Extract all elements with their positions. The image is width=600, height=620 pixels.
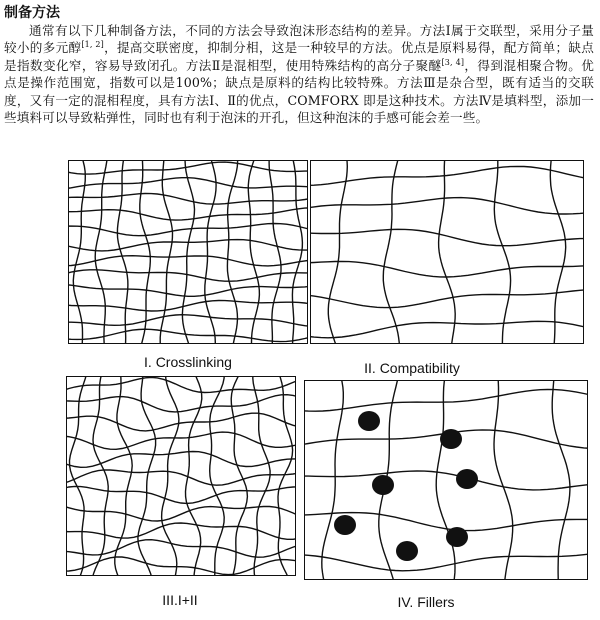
network-chain-horizontal <box>67 470 295 485</box>
caption-crosslinking: I. Crosslinking <box>144 354 232 370</box>
filler-particle <box>396 541 418 561</box>
network-chain-horizontal <box>69 194 307 205</box>
network-chain-horizontal <box>305 471 587 490</box>
paragraph-text-2: ，提高交联密度，抑制分相，这是一种较早的方法。优点是原料易得，配方简单；缺点是指数变化窄，容易导致闭孔。方法Ⅱ是混相型，使用特殊结构的高分子聚醚 <box>4 40 594 73</box>
filler-particle <box>456 469 478 489</box>
section-heading: 制备方法 <box>4 5 60 21</box>
network-chain-horizontal <box>69 224 307 236</box>
network-chain-vertical <box>117 161 128 343</box>
panel-hybrid <box>66 376 296 576</box>
network-chain-horizontal <box>305 554 587 571</box>
network-chain-horizontal <box>67 413 295 431</box>
hybrid-network-diagram <box>67 377 295 575</box>
panel-crosslinking <box>68 160 308 344</box>
network-chain-horizontal <box>67 377 295 392</box>
network-chain-vertical <box>494 381 513 579</box>
network-chain-vertical <box>186 377 202 575</box>
network-chain-horizontal <box>311 198 583 214</box>
network-chain-vertical <box>436 381 455 579</box>
paragraph-text-3: ，得到混相聚合物。优点是操作范围宽，指数可以是100%；缺点是原料的结构比较特殊。方法Ⅲ是杂合型，既有适当的交联度，又有一定的混相程度，具有方法Ⅰ、Ⅱ的优点，COMFORX 即是这种技术。方法Ⅳ是填料型，添加一些填料可以导致粘弹性，同时也有利于泡沫的开孔，但这种泡沫的手感可能会差一些。 <box>4 57 594 126</box>
filler-particle <box>372 475 394 495</box>
citation-1-2: [1, 2] <box>81 40 104 50</box>
network-chain-horizontal <box>67 557 295 575</box>
network-chain-vertical <box>115 377 132 575</box>
network-chain-horizontal <box>311 229 583 245</box>
network-chain-horizontal <box>311 321 583 338</box>
panel-compatibility <box>310 160 584 344</box>
network-chain-horizontal <box>67 395 295 412</box>
network-chain-vertical <box>269 161 281 343</box>
filler-particle <box>334 515 356 535</box>
network-chain-vertical <box>73 161 85 343</box>
network-chain-vertical <box>383 161 399 343</box>
panel-fillers <box>304 380 588 580</box>
network-chain-vertical <box>292 161 302 343</box>
caption-compatibility: II. Compatibility <box>364 360 460 376</box>
crosslinking-network-diagram <box>69 161 307 343</box>
network-chain-vertical <box>92 377 108 575</box>
network-chain-horizontal <box>67 523 295 539</box>
caption-fillers: IV. Fillers <box>397 594 455 610</box>
citation-3-4: [3, 4] <box>441 57 465 67</box>
network-chain-vertical <box>278 377 293 575</box>
network-chain-vertical <box>552 381 570 579</box>
network-chain-vertical <box>550 161 565 343</box>
network-chain-vertical <box>95 161 107 343</box>
paragraph-text-1: 通常有以下几种制备方法，不同的方法会导致泡沫形态结构的差异。方法Ⅰ属于交联型，采用分子量较小的多元醇 <box>4 23 594 56</box>
network-chain-horizontal <box>69 256 307 266</box>
compatibility-network-diagram <box>311 161 583 343</box>
filler-particle <box>440 429 462 449</box>
network-chain-vertical <box>227 161 237 343</box>
caption-hybrid: III.I+II <box>162 592 198 608</box>
network-chain-horizontal <box>311 166 583 185</box>
network-chain-horizontal <box>311 262 583 278</box>
body-paragraph <box>4 22 594 126</box>
network-chain-vertical <box>140 161 151 343</box>
network-chain-vertical <box>439 161 456 343</box>
network-chain-horizontal <box>69 270 307 281</box>
network-chain-horizontal <box>69 285 307 297</box>
fillers-network-diagram <box>305 381 587 579</box>
filler-particle <box>446 527 468 547</box>
filler-particle <box>358 411 380 431</box>
network-chain-vertical <box>494 161 510 343</box>
network-chain-horizontal <box>311 290 583 308</box>
network-chain-horizontal <box>305 390 587 412</box>
network-chain-vertical <box>328 161 347 343</box>
network-chain-vertical <box>70 377 87 575</box>
network-chain-horizontal <box>69 208 307 220</box>
network-chain-horizontal <box>67 506 295 521</box>
network-chain-vertical <box>205 161 216 343</box>
